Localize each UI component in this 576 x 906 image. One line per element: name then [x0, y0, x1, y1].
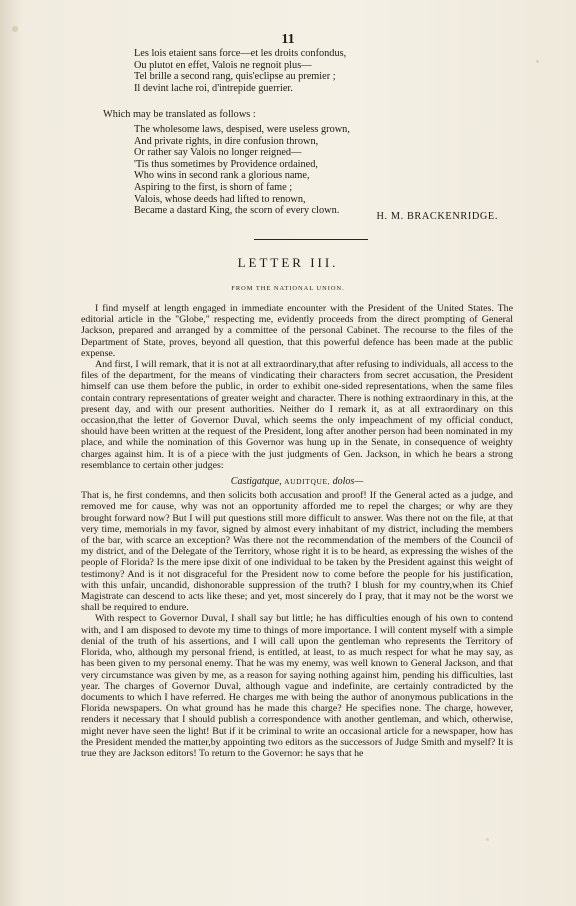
letter-source: FROM THE NATIONAL UNION.: [231, 285, 345, 292]
letter-heading: LETTER III.: [237, 255, 339, 270]
motto-text: dolos—: [332, 476, 364, 488]
verse-line: Who wins in second rank a glorious name,: [134, 170, 310, 182]
verse-line: The wholesome laws, despised, were useless grown,: [134, 124, 350, 135]
paragraph: That is, he first condemns, and then solicits both accusation and proof! If the General acted as a judge, and removed me for cause, why was not an opportunity afforded me to repel the charges; or why are they brought forward now? But I will put questions still more difficult to answer. Was there not on the file, at that very time, memorials in my favor, signed by almost every inhabitant of my district, including the members of the bar, with scarce an exception? Was there not the recommendation of the members of the Council of my district, and of the Delegate of the Territory, whose right it is to be heard, as expressing the wishes of the people of Florida? Is the mere ipse dixit of one individual to be taken by the President against this weight of testimony? And is it not disgraceful for the President now to come before the people for his justification, with this unfair, uncandid, dishonorable suppression of the truth? I blush for my country,when its Chief Magistrate can descend to acts like these; and yet, most sincerely do I pray, that it may not be the worst we shall be required to endure.: [81, 490, 513, 614]
author-signature: H. M. BRACKENRIDGE.: [376, 211, 498, 222]
french-verse: [134, 48, 346, 94]
paper-stain: [536, 60, 539, 63]
page-number: 11: [281, 32, 295, 47]
verse-line: Il devint lache roi, d'intrepide guerrier.: [134, 82, 293, 94]
paragraph: And first, I will remark, that it is not at all extraordinary,that after refusing to individuals, all access to the files of the department, for the means of vindicating their characters from secret accusation, the President himself can use them before the public, in order to exhibit one-sided representations, when the same files contain contrary representations of greater weight and character. There is nothing extraordinary in this, at the present day, and with our present authorities. Neither do I remark it, as at all extraordinary on this occasion,that the letter of Governor Duval, which seems the only impeachment of my official conduct, should have been written at the request of the President, long after another person had been nominated in my place, and while the nomination of this Governor was hung up in the Senate, in consequence of weighty charges against him. It is of a piece with the just judgments of Gen. Jackson, in which he bears a strong resemblance to certain other judges:: [81, 359, 513, 471]
translation-intro: Which may be translated as follows :: [103, 109, 256, 120]
verse-line: Or rather say Valois no longer reigned—: [134, 147, 302, 159]
verse-line: And private rights, in dire confusion thrown,: [134, 135, 319, 147]
latin-motto: [81, 476, 513, 487]
verse-line: 'Tis thus sometimes by Providence ordained,: [134, 158, 318, 170]
verse-line: Aspiring to the first, is shorn of fame ;: [134, 181, 293, 193]
letter-body: [81, 303, 513, 759]
motto-text: Castigatque,: [230, 476, 282, 488]
verse-line: Les lois etaient sans force—et les droits confondus,: [134, 48, 347, 59]
section-divider: [254, 239, 368, 240]
verse-line: Valois, whose deeds had lifted to renown,: [134, 193, 306, 205]
english-verse: [134, 124, 350, 217]
motto-text: AUDITQUE,: [284, 477, 331, 487]
verse-line: Ou plutot en effet, Valois ne regnoit plus—: [134, 59, 312, 71]
verse-line: Tel brille a second rang, quis'eclipse au premier ;: [134, 71, 336, 83]
verse-line: Became a dastard King, the scorn of every clown.: [134, 205, 340, 217]
paragraph: With respect to Governor Duval, I shall say but little; he has difficulties enough of his own to contend with, and I am disposed to devote my time to things of more importance. I will content myself with a simple denial of the truth of his assertions, and I will call upon the gentleman who represents the Territory of Florida, who, although my personal friend, is entitled, at least, to as much respect for what he may say, as has been given to my personal enemy. That he was my enemy, was well known to General Jackson, and that very circumstance was given by me, as a reason for saying nothing against him, pending his difficulties, last year. The charges of Governor Duval, although vague and indefinite, are certainly contradicted by the documents to which I have referred. He charges me with being the author of anonymous publications in the Florida newspapers. On what ground has he made this charge? He specifies none. The charge, however, renders it necessary that I should publish a correspondence with another gentleman, and which, otherwise, might never have seen the light! But if it be criminal to write an occasional article for a newspaper, how has the President mended the matter,by appointing two editors as the successors of Judge Smith and myself? It is true they are Jackson editors! To return to the Governor: he says that he: [81, 613, 513, 759]
paper-stain: [486, 838, 489, 841]
paragraph: I find myself at length engaged in immediate encounter with the President of the United States. The editorial article in the "Globe," respecting me, evidently proceeds from the direct prompting of General Jackson, prepared and arranged by a committee of the personal Cabinet. The recourse to the files of the Department of State, proves, beyond all question, that this powerful defence has been made at the public expense.: [81, 303, 513, 359]
